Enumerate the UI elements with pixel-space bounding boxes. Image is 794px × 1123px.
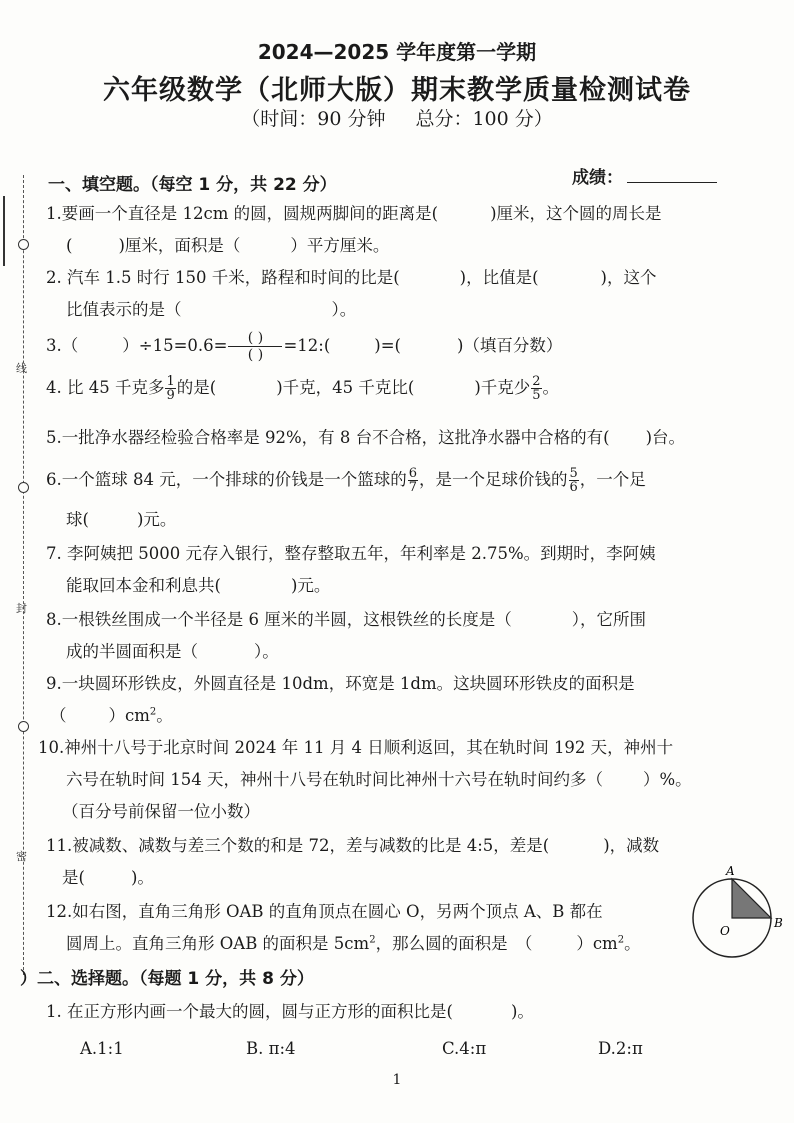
question-6-line-1: 6.一个篮球 84 元，一个排球的价钱是一个篮球的 $\frac{6}{7}$ ，是一个足球价钱的 $\frac{5}{6}$ ，一个足 <box>46 466 646 495</box>
margin-label-feng: 封 <box>16 602 27 615</box>
exam-info <box>0 104 794 131</box>
question-9-line-1: 9.一块圆环形铁皮，外圆直径是 10dm，环宽是 1dm。这块圆环形铁皮的面积是 <box>46 674 635 693</box>
section-2-title: ）二、选择题。（每题 1 分，共 8 分） <box>20 969 314 989</box>
question-3: 3.（ ）÷15=0.6= $\frac{( )}{( )}$ =12:( )=( )（填百分数） <box>46 330 563 363</box>
fraction: $\frac{1}{9}$ <box>166 374 175 403</box>
question-12-line-2: 圆周上。直角三角形 OAB 的面积是 $5cm^2$，那么圆的面积是 （ ）$cm^2$。 <box>66 934 641 953</box>
margin-label-mi: 密 <box>16 850 27 863</box>
question-6-line-2: 球( )元。 <box>66 510 177 529</box>
fraction: $\frac{2}{5}$ <box>532 374 541 403</box>
binding-hole <box>18 482 29 493</box>
page-number: 1 <box>392 1072 402 1088</box>
margin-bar <box>3 196 5 266</box>
option-b[interactable]: B. π:4 <box>246 1039 296 1058</box>
question-9-line-2: （ ）$cm^2$。 <box>50 706 173 725</box>
question-1-line-2: ( )厘米，面积是（ ）平方厘米。 <box>66 236 390 255</box>
option-d[interactable]: D.2:π <box>598 1039 643 1058</box>
label-b: B <box>774 916 783 930</box>
exam-total: 总分：100 分） <box>415 108 553 130</box>
exam-term: 2024—2025 学年度第一学期 <box>257 40 537 64</box>
question-10-line-1: 10.神州十八号于北京时间 2024 年 11 月 4 日顺利返回，其在轨时间 192 天，神州十 <box>38 738 674 757</box>
score-blank[interactable] <box>627 168 717 183</box>
label-a: A <box>726 864 735 878</box>
option-a[interactable]: A.1:1 <box>80 1039 124 1058</box>
question-10-line-2: 六号在轨时间 154 天，神州十八号在轨时间比神州十六号在轨时间约多（ ）%。 <box>66 770 692 789</box>
question-7-line-2: 能取回本金和利息共( )元。 <box>66 576 331 595</box>
score-label: 成绩： <box>572 168 623 188</box>
question-4: 4. 比 45 千克多 $\frac{1}{9}$ 的是( )千克，45 千克比( )千克少 $\frac{2}{5}$ 。 <box>46 374 560 403</box>
exam-title: 六年级数学（北师大版）期末教学质量检测试卷 <box>103 75 691 106</box>
question-12-line-1: 12.如右图，直角三角形 OAB 的直角顶点在圆心 O，另两个顶点 A、B 都在 <box>46 902 603 921</box>
margin-label-xian: 线 <box>16 362 27 375</box>
question-11-line-1: 11.被减数、减数与差三个数的和是 72，差与减数的比是 4:5，差是( )，减数 <box>46 836 660 855</box>
binding-hole <box>18 239 29 250</box>
circle-triangle-figure <box>680 860 790 960</box>
question-8-line-2: 成的半圆面积是（ ）。 <box>66 642 279 661</box>
binding-hole <box>18 721 29 732</box>
fraction-blank[interactable]: $\frac{( )}{( )}$ <box>228 330 282 363</box>
question-11-line-2: 是( )。 <box>62 868 154 887</box>
choice-question-1: 1. 在正方形内画一个最大的圆，圆与正方形的面积比是( )。 <box>46 1002 534 1021</box>
question-8-line-1: 8.一根铁丝围成一个半径是 6 厘米的半圆，这根铁丝的长度是（ ），它所围 <box>46 610 646 629</box>
fraction: $\frac{6}{7}$ <box>408 466 418 495</box>
question-7-line-1: 7. 李阿姨把 5000 元存入银行，整存整取五年，年利率是 2.75%。到期时，李阿姨 <box>46 544 656 563</box>
question-2-line-1: 2. 汽车 1.5 时行 150 千米，路程和时间的比是( )，比值是( )，这个 <box>46 268 657 287</box>
question-1-line-1: 1.要画一个直径是 12cm 的圆，圆规两脚间的距离是( )厘米，这个圆的周长是 <box>46 204 662 223</box>
question-5: 5.一批净水器经检验合格率是 92%，有 8 台不合格，这批净水器中合格的有( )台。 <box>46 428 686 447</box>
score-field <box>572 163 717 188</box>
fraction: $\frac{5}{6}$ <box>569 466 578 495</box>
section-1-title: 一、填空题。（每空 1 分，共 22 分） <box>48 175 337 195</box>
label-o: O <box>720 924 730 938</box>
option-c[interactable]: C.4:π <box>442 1039 487 1058</box>
question-10-line-3: （百分号前保留一位小数） <box>62 802 260 821</box>
question-2-line-2: 比值表示的是（ ）。 <box>66 300 357 319</box>
exam-time: （时间：90 分钟 <box>241 108 386 130</box>
